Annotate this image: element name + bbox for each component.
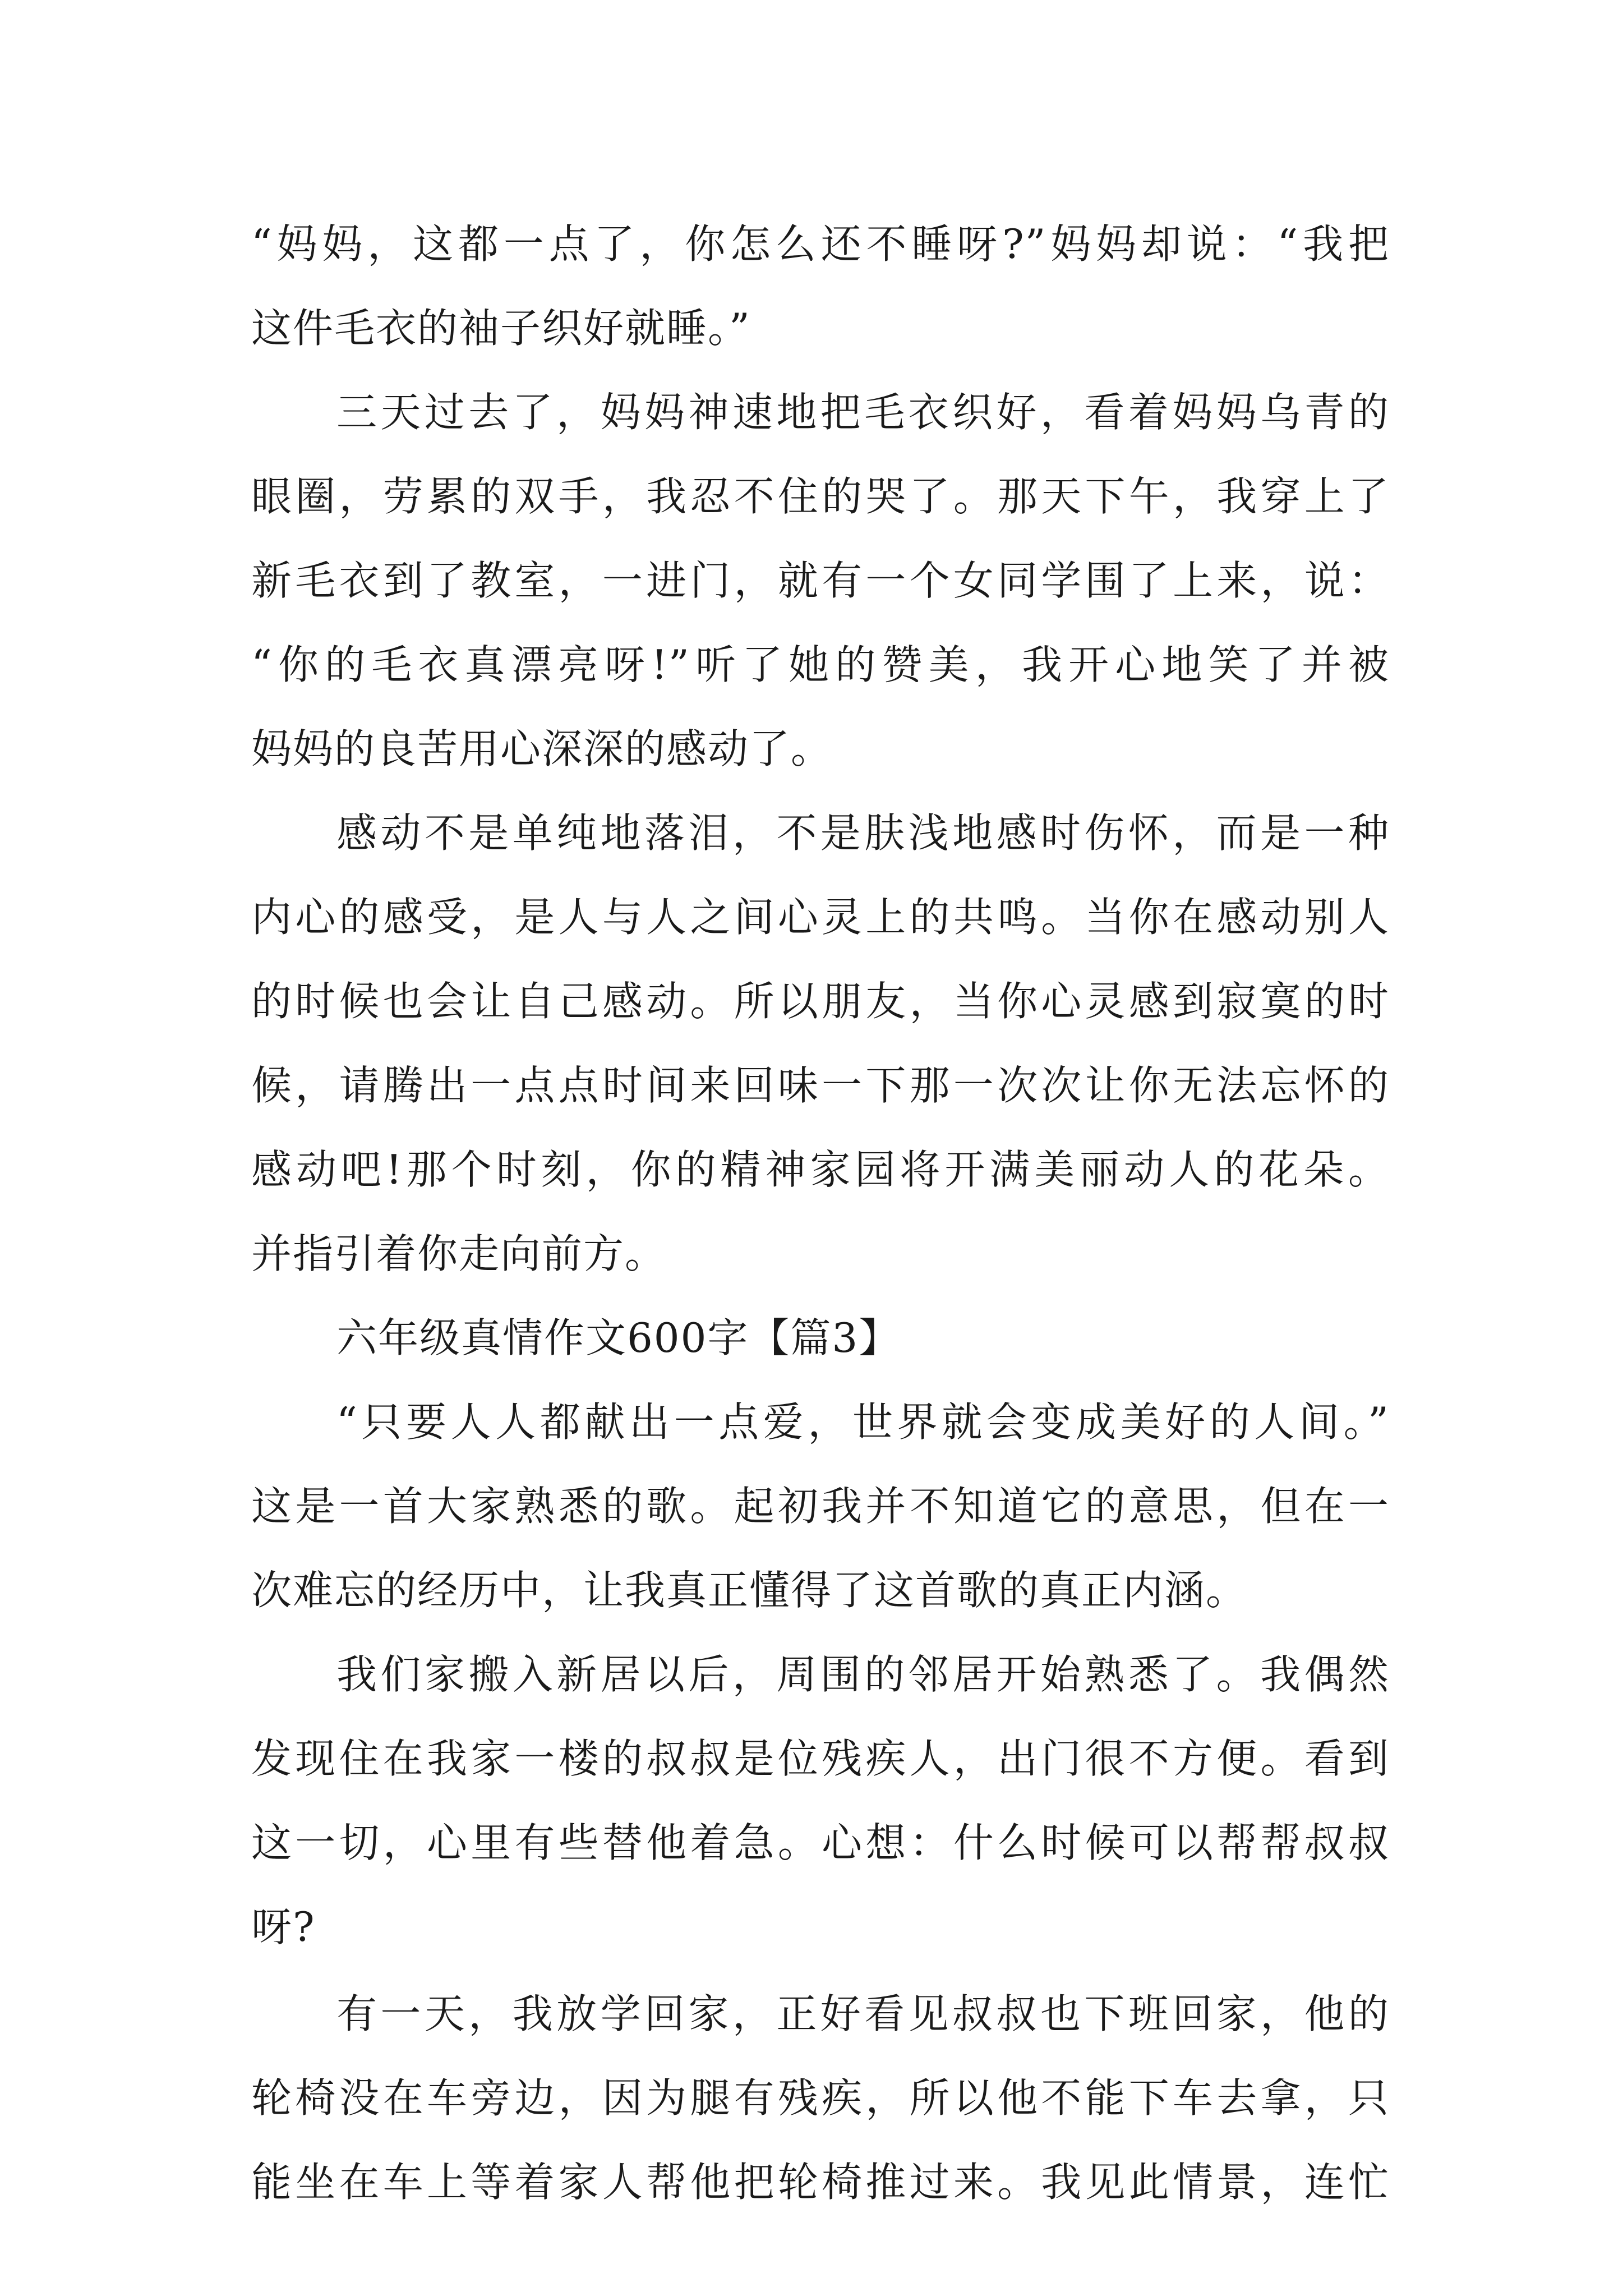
- text-line: 感动吧!那个时刻，你的精神家园将开满美丽动人的花朵。: [251, 1146, 1390, 1193]
- text-line: 发现住在我家一楼的叔叔是位残疾人，出门很不方便。看到: [251, 1735, 1390, 1782]
- text-line: 新毛衣到了教室，一进门，就有一个女同学围了上来，说：: [251, 557, 1390, 604]
- paragraph-start-line: “只要人人都献出一点爱，世界就会变成美好的人间。”: [336, 1398, 1390, 1446]
- text-line: 轮椅没在车旁边，因为腿有残疾，所以他不能下车去拿，只: [251, 2074, 1390, 2122]
- text-line: 并指引着你走向前方。: [251, 1230, 667, 1277]
- text-line: 的时候也会让自己感动。所以朋友，当你心灵感到寂寞的时: [251, 978, 1390, 1025]
- paragraph-start-line: 有一天，我放学回家，正好看见叔叔也下班回家，他的: [336, 1990, 1390, 2037]
- text-line: “妈妈，这都一点了，你怎么还不睡呀?”妈妈却说：“我把: [251, 220, 1390, 268]
- text-line: 这是一首大家熟悉的歌。起初我并不知道它的意思，但在一: [251, 1483, 1390, 1530]
- text-line: 能坐在车上等着家人帮他把轮椅推过来。我见此情景，连忙: [251, 2159, 1390, 2206]
- text-line: “你的毛衣真漂亮呀!”听了她的赞美，我开心地笑了并被: [251, 641, 1390, 688]
- text-line: 内心的感受，是人与人之间心灵上的共鸣。当你在感动别人: [251, 894, 1390, 941]
- text-line: 次难忘的经历中，让我真正懂得了这首歌的真正内涵。: [251, 1567, 1248, 1614]
- text-line: 呀?: [251, 1903, 316, 1950]
- paragraph-start-line: 感动不是单纯地落泪，不是肤浅地感时伤怀，而是一种: [336, 809, 1390, 857]
- text-line: 这一切，心里有些替他着急。心想：什么时候可以帮帮叔叔: [251, 1819, 1390, 1866]
- text-line: 眼圈，劳累的双手，我忍不住的哭了。那天下午，我穿上了: [251, 473, 1390, 520]
- text-line: 这件毛衣的袖子织好就睡。”: [251, 305, 751, 352]
- text-line: 妈妈的良苦用心深深的感动了。: [251, 725, 833, 772]
- paragraph-start-line: 我们家搬入新居以后，周围的邻居开始熟悉了。我偶然: [336, 1651, 1390, 1698]
- paragraph-start-line: 三天过去了，妈妈神速地把毛衣织好，看着妈妈乌青的: [336, 389, 1390, 436]
- text-line: 候，请腾出一点点时间来回味一下那一次次让你无法忘怀的: [251, 1062, 1390, 1109]
- section-heading: 六年级真情作文600字【篇3】: [336, 1314, 901, 1361]
